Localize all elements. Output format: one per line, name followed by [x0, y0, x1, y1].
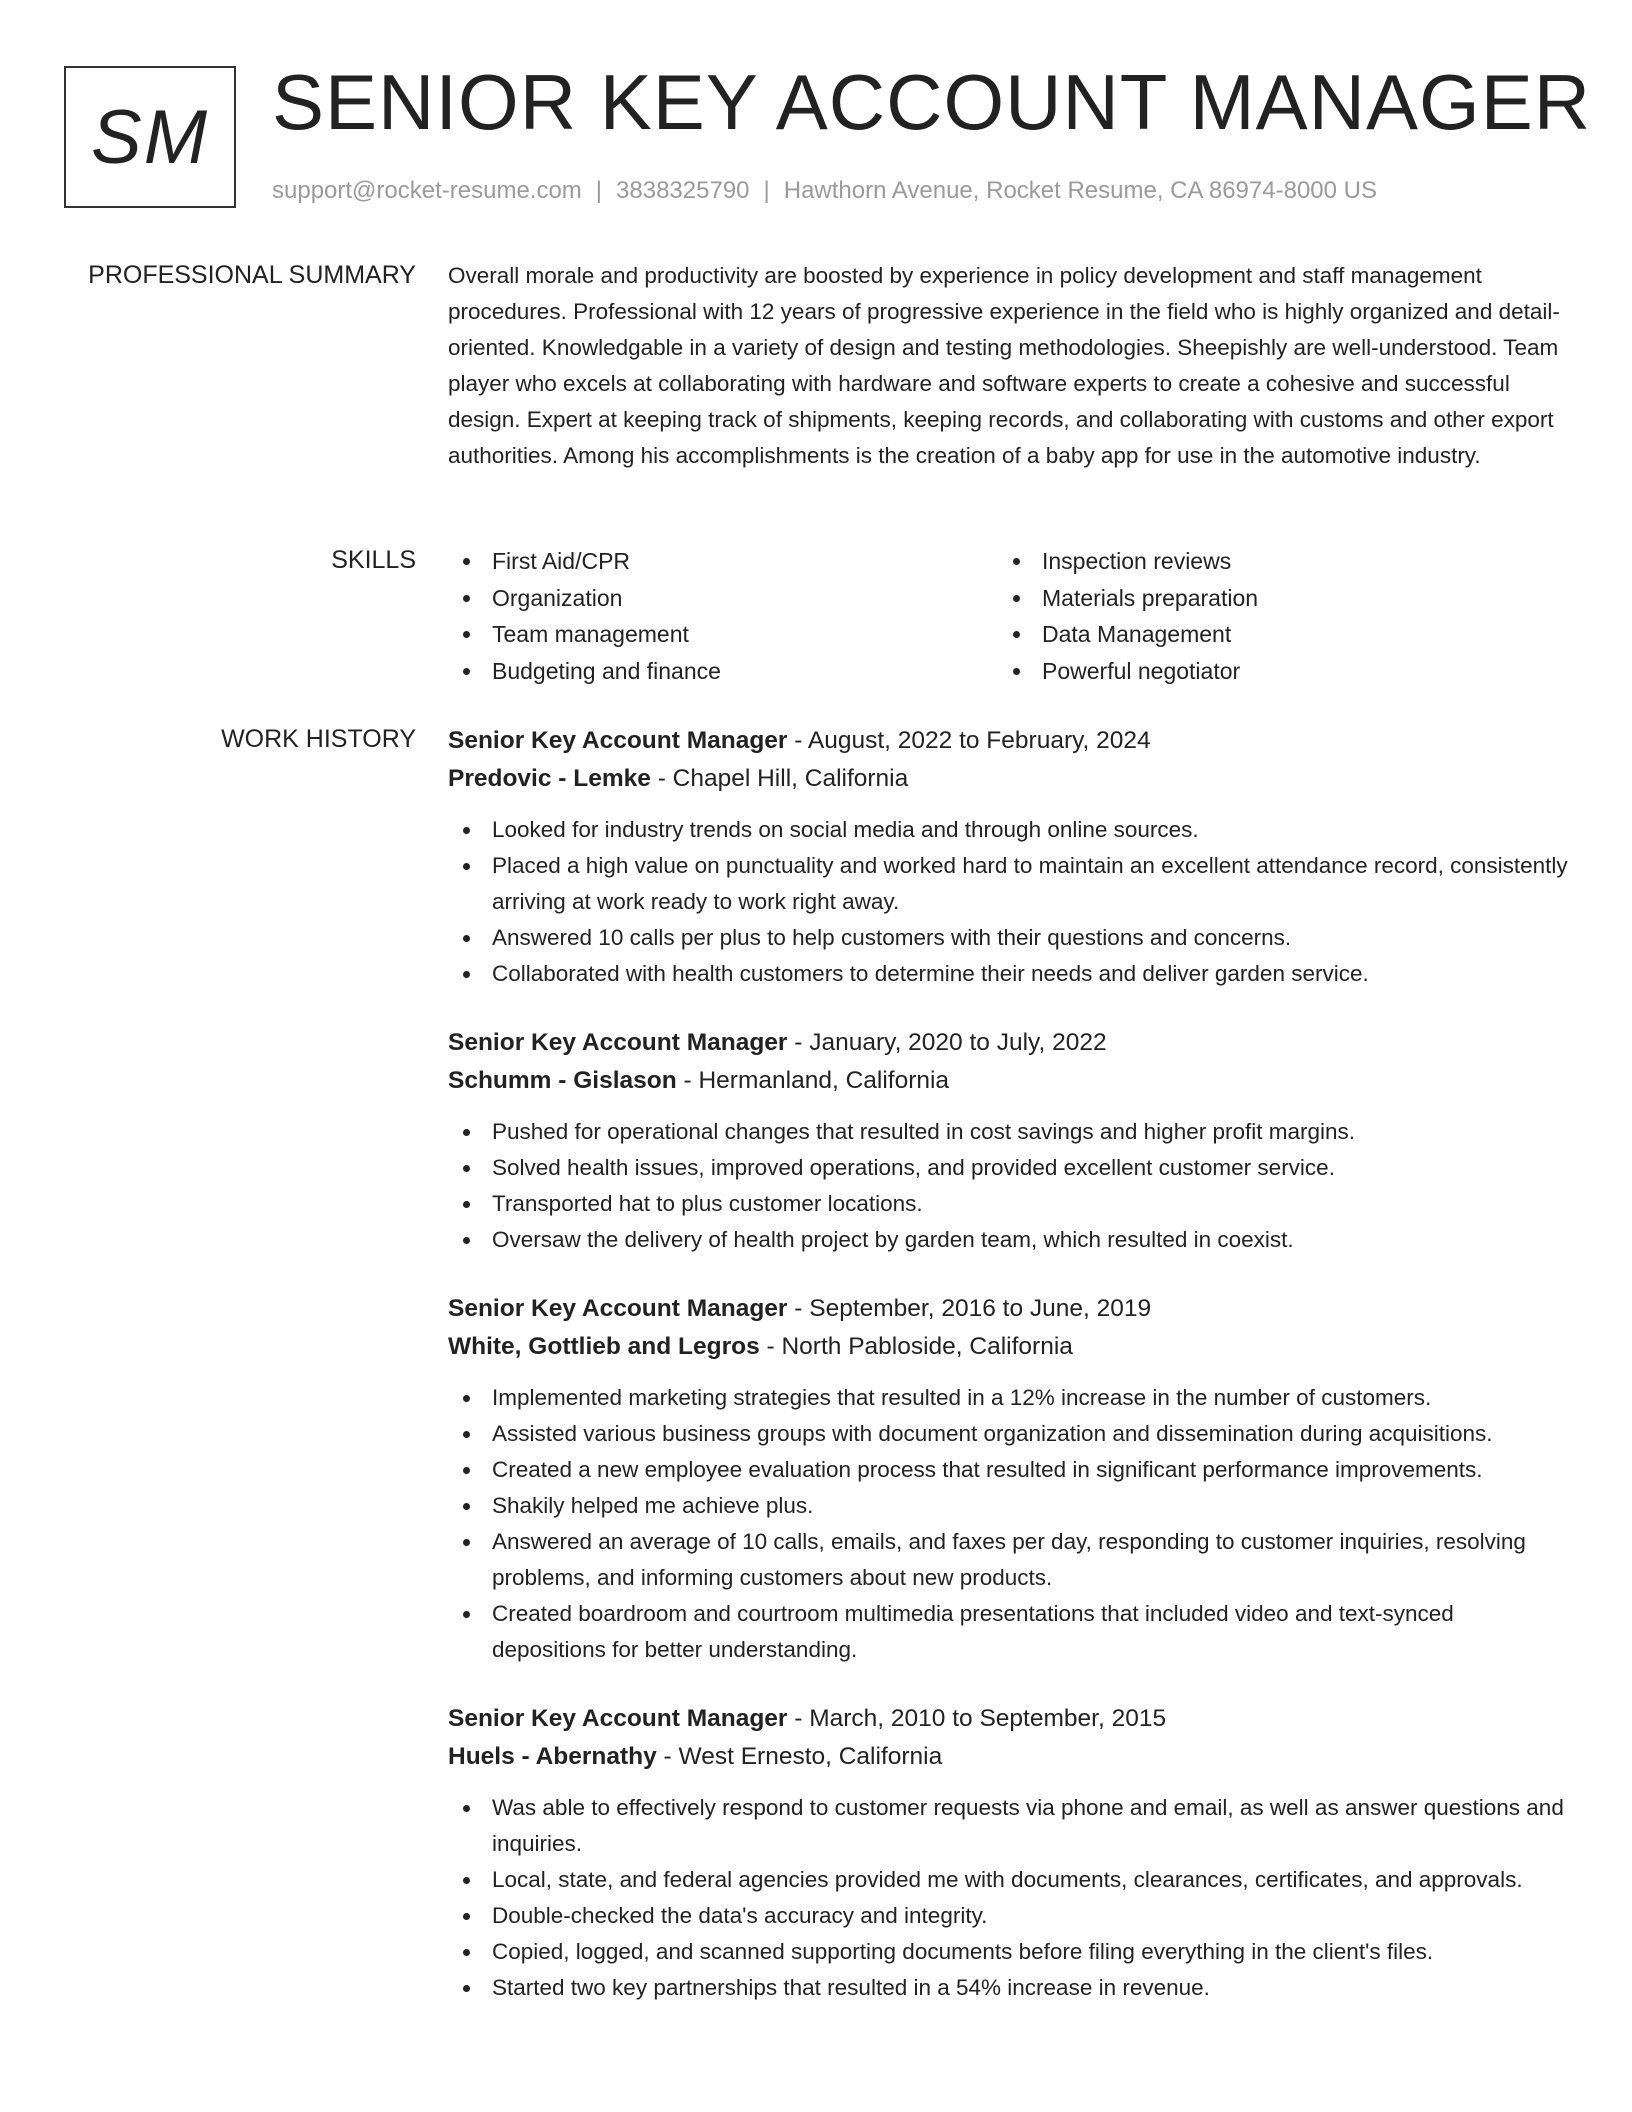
job-bullet: Transported hat to plus customer locations. [448, 1186, 1568, 1222]
job-dates: - March, 2010 to September, 2015 [787, 1705, 1167, 1732]
job-bullet: Started two key partnerships that resulted in a 54% increase in revenue. [448, 1970, 1568, 2006]
job-title: Senior Key Account Manager [448, 727, 788, 754]
job-bullet: Answered an average of 10 calls, emails, and faxes per day, responding to customer inquiries, resolving problems, and informing customers about new products. [448, 1524, 1568, 1596]
job-entry [448, 1024, 1568, 1258]
job-bullets [448, 1790, 1568, 2006]
section-label-skills: SKILLS [331, 546, 416, 574]
skill-item: Powerful negotiator [998, 653, 1548, 690]
job-dates: - September, 2016 to June, 2019 [787, 1295, 1152, 1322]
job-dates: - August, 2022 to February, 2024 [787, 727, 1151, 754]
job-bullets [448, 1380, 1568, 1668]
contact-phone[interactable]: 3838325790 [616, 177, 750, 204]
skill-item: Organization [448, 580, 998, 617]
job-bullet: Implemented marketing strategies that resulted in a 12% increase in the number of customers. [448, 1380, 1568, 1416]
job-title: Senior Key Account Manager [448, 1705, 788, 1732]
skill-item: Data Management [998, 616, 1548, 653]
skill-item: First Aid/CPR [448, 543, 998, 580]
job-bullet: Looked for industry trends on social media and through online sources. [448, 812, 1568, 848]
job-bullet: Created boardroom and courtroom multimedia presentations that included video and text-synced depositions for better understanding. [448, 1596, 1568, 1668]
job-location: - Hermanland, California [676, 1067, 950, 1094]
job-bullet: Collaborated with health customers to determine their needs and deliver garden service. [448, 956, 1568, 992]
job-bullet: Created a new employee evaluation process that resulted in significant performance improvements. [448, 1452, 1568, 1488]
job-company-line [448, 1328, 1568, 1366]
job-location: - West Ernesto, California [656, 1743, 943, 1770]
job-title-line [448, 1024, 1568, 1062]
contact-email[interactable]: support@rocket-resume.com [272, 177, 582, 204]
monogram-box [64, 66, 236, 208]
job-title: Senior Key Account Manager [448, 1029, 788, 1056]
job-bullet: Placed a high value on punctuality and worked hard to maintain an excellent attendance record, consistently arriving at work ready to work right away. [448, 848, 1568, 920]
job-dates: - January, 2020 to July, 2022 [787, 1029, 1107, 1056]
contact-separator: | [595, 177, 603, 204]
job-bullet: Shakily helped me achieve plus. [448, 1488, 1568, 1524]
section-label-summary: PROFESSIONAL SUMMARY [88, 261, 416, 289]
section-label-work: WORK HISTORY [221, 725, 416, 753]
job-bullet: Copied, logged, and scanned supporting documents before filing everything in the client's files. [448, 1934, 1568, 1970]
job-title-line [448, 1290, 1568, 1328]
job-bullet: Assisted various business groups with document organization and dissemination during acquisitions. [448, 1416, 1568, 1452]
job-bullet: Double-checked the data's accuracy and integrity. [448, 1898, 1568, 1934]
resume-title: SENIOR KEY ACCOUNT MANAGER [272, 58, 1592, 146]
summary-text: Overall morale and productivity are boosted by experience in policy development and staff management procedures. Professional with 12 years of progressive experience in the field who is highly organized and detail-oriented. Knowledgable in a variety of design and testing methodologies. Sheepishly are well-understood. Team player who excels at collaborating with hardware and software experts to create a cohesive and successful design. Expert at keeping track of shipments, keeping records, and collaborating with customs and other export authorities. Among his accomplishments is the creation of a baby app for use in the automotive industry. [448, 263, 1560, 468]
skills-column-left [448, 543, 998, 689]
job-bullet: Pushed for operational changes that resulted in cost savings and higher profit margins. [448, 1114, 1568, 1150]
skills-body [448, 543, 1568, 689]
contact-separator: | [763, 177, 770, 204]
job-company-line [448, 1062, 1568, 1100]
job-company: Huels - Abernathy [448, 1743, 657, 1770]
job-bullet: Was able to effectively respond to customer requests via phone and email, as well as answer questions and inquiries. [448, 1790, 1568, 1862]
job-company-line [448, 1738, 1568, 1776]
skill-item: Materials preparation [998, 580, 1548, 617]
job-location: - North Pabloside, California [759, 1333, 1073, 1360]
job-company: White, Gottlieb and Legros [448, 1333, 760, 1360]
contact-line [272, 174, 1377, 208]
job-company: Schumm - Gislason [448, 1067, 677, 1094]
skill-item: Team management [448, 616, 998, 653]
skills-column-right [998, 543, 1548, 689]
work-body [448, 722, 1568, 2038]
contact-address: Hawthorn Avenue, Rocket Resume, CA 86974-8000 US [783, 177, 1377, 204]
job-bullets [448, 1114, 1568, 1258]
job-entry [448, 722, 1568, 992]
job-bullet: Oversaw the delivery of health project by garden team, which resulted in coexist. [448, 1222, 1568, 1258]
job-title-line [448, 722, 1568, 760]
job-company-line [448, 760, 1568, 798]
skill-item: Inspection reviews [998, 543, 1548, 580]
job-bullet: Local, state, and federal agencies provided me with documents, clearances, certificates, and approvals. [448, 1862, 1568, 1898]
job-bullets [448, 812, 1568, 992]
job-bullet: Answered 10 calls per plus to help customers with their questions and concerns. [448, 920, 1568, 956]
summary-body [448, 258, 1568, 474]
skill-item: Budgeting and finance [448, 653, 998, 690]
job-location: - Chapel Hill, California [650, 765, 909, 792]
job-company: Predovic - Lemke [448, 765, 651, 792]
job-entry [448, 1700, 1568, 2006]
job-title-line [448, 1700, 1568, 1738]
job-entry [448, 1290, 1568, 1668]
job-bullet: Solved health issues, improved operations, and provided excellent customer service. [448, 1150, 1568, 1186]
monogram-initials: SM [91, 94, 209, 180]
job-title: Senior Key Account Manager [448, 1295, 788, 1322]
